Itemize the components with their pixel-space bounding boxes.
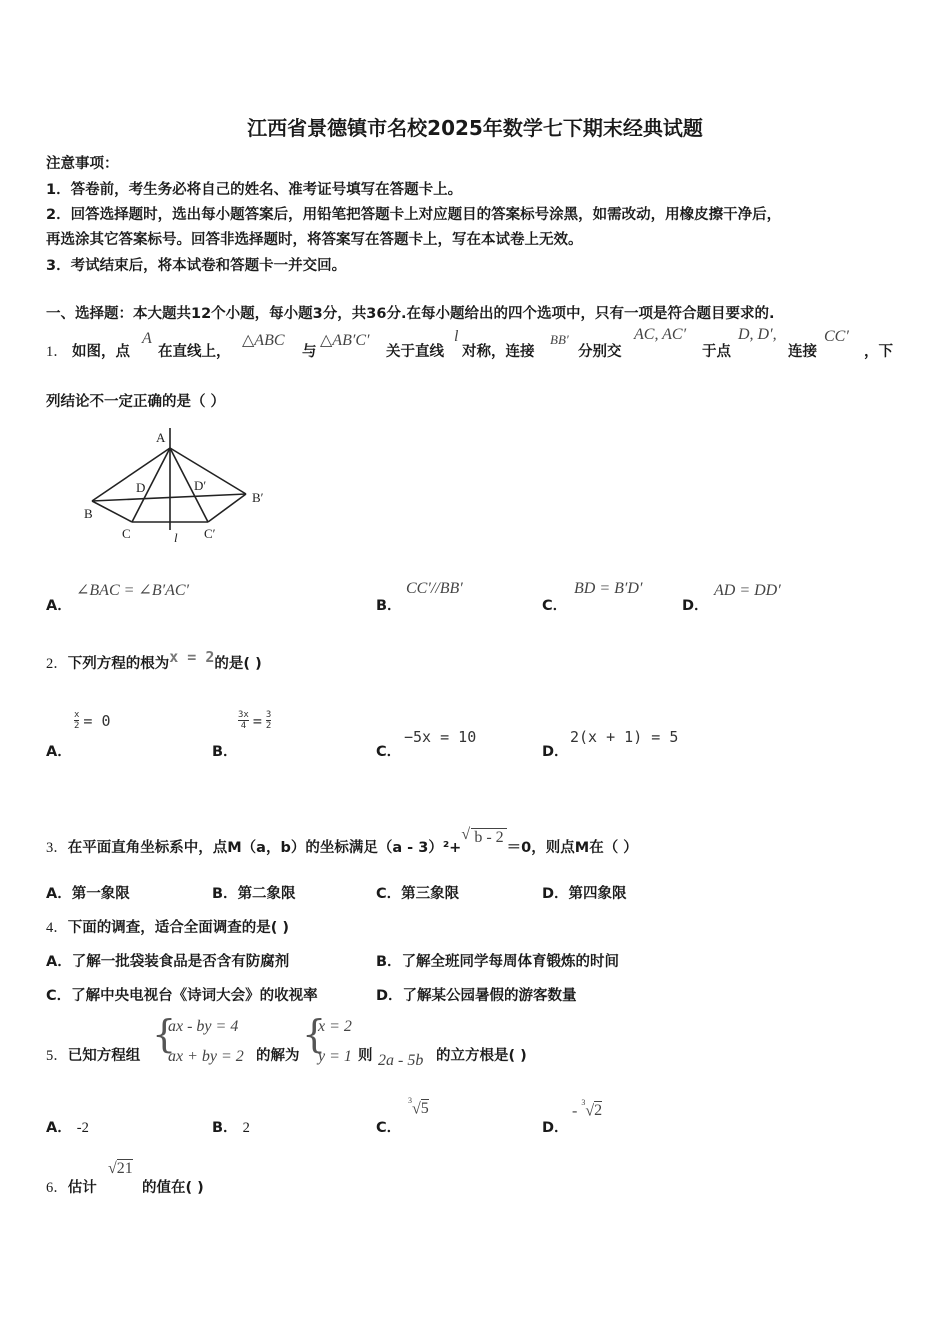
option-label[interactable]: C． <box>542 598 568 614</box>
math-inline: △AB′C′ <box>320 332 370 349</box>
root-index: 3 <box>581 1098 586 1107</box>
root-index: 3 <box>408 1096 412 1105</box>
question-5-stem <box>46 1044 140 1065</box>
option-content: −5x = 10 <box>404 728 477 746</box>
question-number: 3． <box>46 840 68 856</box>
option[interactable]: A．第一象限 <box>46 886 130 902</box>
denominator: 2 <box>74 721 80 731</box>
option[interactable]: C．了解中央电视台《诗词大会》的收视率 <box>46 988 318 1004</box>
question-number: 4． <box>46 920 68 936</box>
cube-root-expr: - $^3$√2 <box>572 1098 603 1120</box>
option[interactable]: A．了解一批袋装食品是否含有防腐剂 <box>46 954 290 970</box>
vertex-label: D <box>136 480 146 495</box>
numerator: 3x <box>238 710 249 720</box>
solution-y: y = 1 <box>318 1048 352 1065</box>
sqrt-expr: √ b - 2 <box>471 828 506 846</box>
question-1-figure <box>80 428 280 548</box>
math-inline: △ABC <box>242 332 285 349</box>
question-4-stem <box>46 916 289 937</box>
option-label[interactable]: C． <box>376 744 402 760</box>
vertex-label: B′ <box>252 490 264 505</box>
question-1-stem-cont: 列结论不一定正确的是（ ） <box>46 394 226 410</box>
text: 则 <box>358 1048 373 1064</box>
text: 分别交 <box>578 344 622 360</box>
text: 在平面直角坐标系中，点M（a，b）的坐标满足（a - 3）²+ <box>67 840 462 856</box>
numerator: 3 <box>265 710 272 720</box>
option-content: ∠BAC = ∠B′AC′ <box>76 582 190 599</box>
option[interactable]: D．第四象限 <box>542 886 627 902</box>
question-6-stem <box>46 1176 97 1197</box>
notice-heading: 注意事项： <box>46 156 119 172</box>
option-label[interactable]: C． <box>376 1120 402 1136</box>
page-title: 江西省景德镇市名校2025年数学七下期末经典试题 <box>247 116 703 140</box>
vertex-label: B <box>84 506 93 521</box>
expr: = <box>252 711 262 730</box>
text: 的立方根是( ) <box>436 1048 527 1064</box>
math-inline: A <box>142 330 152 347</box>
option-content <box>74 710 111 731</box>
math-inline: D, D′, <box>738 326 777 343</box>
math-inline: x = 2 <box>169 648 215 666</box>
question-3-stem <box>46 826 638 857</box>
option-label[interactable]: B． <box>212 744 238 760</box>
text: 于点 <box>702 344 731 360</box>
text: 下列方程的根为 <box>67 656 170 672</box>
section-heading: 一、选择题：本大题共12个小题，每小题3分，共36分.在每小题给出的四个选项中，只有一项是符合题目要求的. <box>46 306 775 322</box>
vertex-label: C <box>122 526 131 541</box>
text: 的值在( ) <box>142 1180 204 1196</box>
question-1-stem <box>46 328 926 368</box>
math-inline: CC′ <box>824 328 849 345</box>
denominator: 4 <box>240 721 247 731</box>
text: 关于直线 <box>386 344 444 360</box>
sqrt-expr: √21 <box>108 1160 133 1177</box>
math-inline: l <box>454 328 459 345</box>
notice-item: 3．考试结束后，将本试卷和答题卡一并交回。 <box>46 258 347 274</box>
option-label[interactable]: B． <box>376 598 402 614</box>
option[interactable]: C．第三象限 <box>376 886 460 902</box>
text: 对称，连接 <box>462 344 535 360</box>
notice-item: 再选涂其它答案标号。回答非选择题时，将答案写在答题卡上，写在本试卷上无效。 <box>46 232 583 248</box>
option[interactable]: B． 2 <box>212 1120 250 1136</box>
option-content: AD = DD′ <box>714 582 781 599</box>
denominator: 2 <box>265 721 272 731</box>
system-eq-1: ax - by = 4 <box>168 1018 239 1035</box>
radicand: b - 2 <box>474 829 504 846</box>
option[interactable]: D．了解某公园暑假的游客数量 <box>376 988 577 1004</box>
question-number: 1． <box>46 344 68 360</box>
system-eq-2: ax + by = 2 <box>168 1048 244 1065</box>
text: 连接 <box>788 344 817 360</box>
solution-x: x = 2 <box>318 1018 352 1035</box>
vertex-label: D′ <box>194 478 207 493</box>
radicand: 21 <box>116 1160 133 1177</box>
text: 如图，点 <box>72 344 130 360</box>
option[interactable]: A． -2 <box>46 1120 89 1136</box>
radicand: 2 <box>594 1102 603 1120</box>
option-label[interactable]: D． <box>682 598 709 614</box>
option[interactable]: B．了解全班同学每周体育锻炼的时间 <box>376 954 620 970</box>
question-number: 6． <box>46 1180 68 1196</box>
option-label[interactable]: D． <box>542 744 569 760</box>
option-content: CC′//BB′ <box>406 580 463 597</box>
option[interactable]: B．第二象限 <box>212 886 296 902</box>
option-content: BD = B′D′ <box>574 580 643 597</box>
text: ，下 <box>864 344 893 360</box>
text: 的解为 <box>256 1048 300 1064</box>
option-label[interactable]: D． <box>542 1120 569 1136</box>
vertex-label: C′ <box>204 526 216 541</box>
question-2-stem <box>46 648 262 673</box>
notice-item: 2．回答选择题时，选出每小题答案后，用铅笔把答题卡上对应题目的答案标号涂黑，如需改动，用橡皮擦干净后， <box>46 207 782 223</box>
brace-symbol: { <box>302 1012 327 1056</box>
notice-item: 1．答卷前，考生务必将自己的姓名、准考证号填写在答题卡上。 <box>46 182 463 198</box>
radicand: 5 <box>420 1100 429 1118</box>
text: 已知方程组 <box>67 1048 141 1064</box>
question-number: 5． <box>46 1048 68 1064</box>
text: 下面的调查，适合全面调查的是( ) <box>67 920 290 936</box>
text: 在直线上， <box>158 344 231 360</box>
sign: - <box>572 1102 578 1120</box>
option-label[interactable]: A． <box>46 598 72 614</box>
text: ＝0，则点M在（ ） <box>506 840 638 856</box>
expr: = 0 <box>83 711 111 730</box>
text: 与 <box>302 344 317 360</box>
math-inline: BB′ <box>550 332 569 347</box>
option-content <box>238 710 271 731</box>
option-content: 2(x + 1) = 5 <box>570 728 679 746</box>
brace-symbol: { <box>152 1012 177 1056</box>
option-label[interactable]: A． <box>46 744 72 760</box>
text: 估计 <box>67 1180 97 1196</box>
math-inline: AC, AC′ <box>634 326 687 343</box>
numerator: x <box>74 710 80 720</box>
vertex-label: A <box>156 430 166 445</box>
cube-root-expr: $^3$√5 <box>408 1096 429 1118</box>
question-number: 2． <box>46 656 68 672</box>
text: 的是( ) <box>214 656 262 672</box>
math-inline: 2a - 5b <box>378 1052 424 1069</box>
line-label: l <box>174 530 178 545</box>
